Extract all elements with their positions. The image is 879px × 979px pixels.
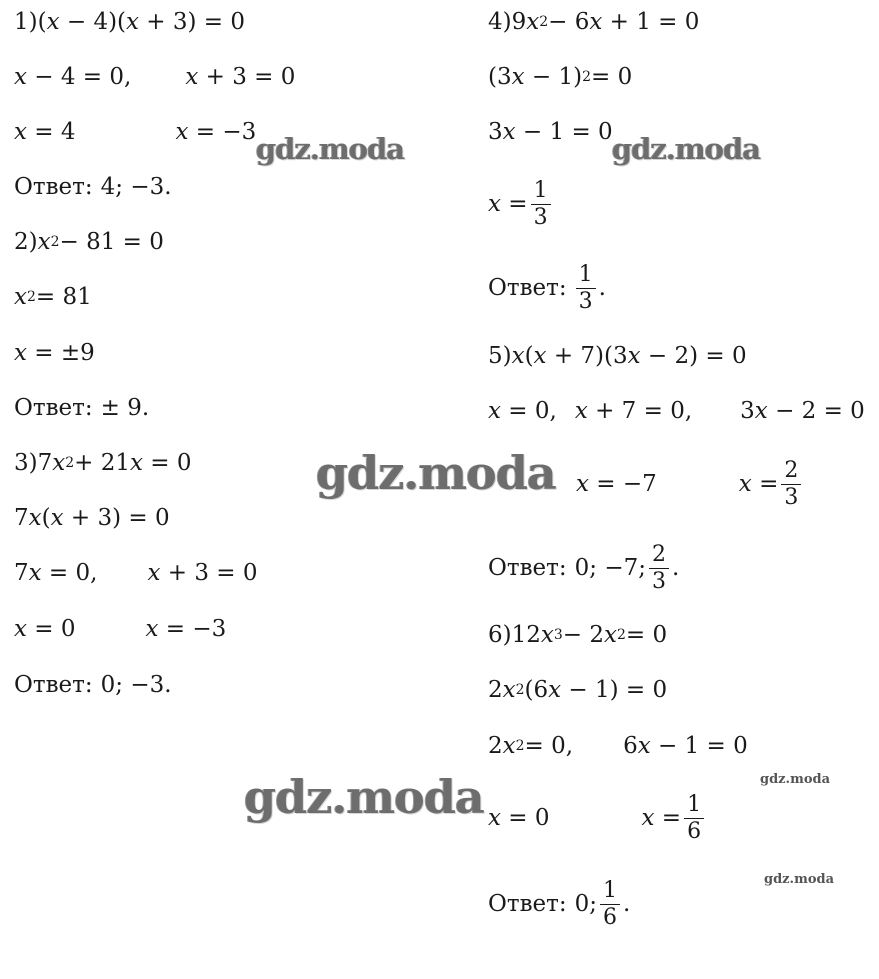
problem-2-equation: 2) 𝑥 2 − 81 = 0 — [14, 229, 164, 255]
problem-6-factored-b: (6𝑥 − 1) = 0 — [524, 677, 668, 703]
answer-label: Ответ: — [488, 275, 567, 301]
problem-6-term-b: − 2𝑥 — [562, 622, 617, 648]
problem-6-factor-a: 2𝑥 — [488, 733, 516, 759]
problem-2-equation-rest: − 81 = 0 — [59, 229, 164, 255]
problem-3-factor-b: 𝑥 + 3 = 0 — [147, 560, 258, 586]
problem-2-number: 2) — [14, 229, 38, 255]
problem-5-answer-value: 0; −7; — [574, 555, 646, 581]
answer-period: . — [671, 555, 680, 581]
fraction-denominator: 6 — [684, 818, 704, 843]
problem-5-factor-b: 𝑥 + 7 = 0, — [574, 398, 693, 424]
problem-5-root-b: 𝑥 = −7 — [576, 471, 657, 497]
problem-1-factor-b: 𝑥 + 3 = 0 — [185, 64, 296, 90]
problem-3-number: 3) — [14, 450, 38, 476]
problem-4-number: 4) — [488, 9, 512, 35]
problem-1-step — [14, 57, 295, 97]
answer-label: Ответ: — [14, 174, 93, 200]
fraction-numerator: 1 — [533, 178, 548, 204]
problem-5-step — [488, 391, 865, 431]
problem-6-number: 6) — [488, 622, 512, 648]
problem-2-step-var: 𝑥 — [14, 284, 27, 310]
problem-3-root-a: 𝑥 = 0 — [14, 616, 76, 642]
fraction-numerator: 1 — [578, 262, 593, 288]
problem-4-square-base: (3𝑥 − 1) — [488, 64, 583, 90]
problem-1-equation-text: (𝑥 − 4)(𝑥 + 3) = 0 — [37, 9, 246, 35]
problem-6-step: 2𝑥 2 = 0, 6𝑥 − 1 = 0 — [488, 733, 748, 759]
problem-5-factor-a: 𝑥 = 0, — [488, 398, 557, 424]
fraction-denominator: 3 — [531, 204, 551, 229]
fraction-numerator: 2 — [651, 542, 666, 568]
problem-5-answer — [488, 536, 679, 600]
problem-5-number: 5) — [488, 343, 512, 369]
answer-period: . — [623, 891, 631, 917]
watermark: gdz.moda — [316, 446, 556, 500]
problem-3-term-a: 7𝑥 — [37, 450, 66, 476]
problem-4-linear — [488, 112, 613, 152]
fraction-numerator: 1 — [687, 792, 702, 818]
fraction-denominator: 3 — [576, 288, 596, 313]
problem-4-term-b: − 6𝑥 + 1 = 0 — [548, 9, 700, 35]
problem-6-term-a: 12𝑥 — [511, 622, 554, 648]
problem-3-root-b: 𝑥 = −3 — [145, 616, 227, 642]
problem-1-roots — [14, 112, 256, 152]
answer-period: . — [598, 275, 606, 301]
problem-2-answer — [14, 388, 149, 428]
answer-label: Ответ: — [14, 672, 93, 698]
problem-1-equation — [14, 2, 245, 42]
problem-3-term-b: + 21𝑥 = 0 — [74, 450, 192, 476]
fraction-denominator: 3 — [649, 568, 669, 593]
problem-4-root-fraction — [531, 179, 551, 228]
problem-6-root-b-fraction — [684, 793, 704, 842]
problem-6-answer-value: 0; — [574, 891, 598, 917]
problem-5-equation-text: 𝑥(𝑥 + 7)(3𝑥 − 2) = 0 — [511, 343, 747, 369]
watermark: gdz.moda — [612, 132, 761, 166]
answer-label: Ответ: — [14, 395, 93, 421]
problem-5-root-c-lhs: 𝑥 = — [738, 471, 779, 497]
fraction-numerator: 1 — [603, 878, 618, 904]
problem-3-answer-value: 0; −3. — [100, 672, 172, 698]
problem-2-step: 𝑥 2 = 81 — [14, 284, 92, 310]
problem-6-factor-b: 6𝑥 − 1 = 0 — [623, 733, 748, 759]
problem-4-answer — [488, 256, 606, 320]
fraction-numerator: 2 — [784, 458, 799, 484]
problem-6-equation: 6) 12𝑥 3 − 2𝑥 2 = 0 — [488, 622, 668, 648]
problem-1-factor-a: 𝑥 − 4 = 0, — [14, 64, 132, 90]
problem-1-root-a: 𝑥 = 4 — [14, 119, 76, 145]
problem-4-square-rest: = 0 — [591, 64, 633, 90]
problem-4-root — [488, 172, 554, 236]
problem-3-factored — [14, 498, 170, 538]
problem-3-factor-a: 7𝑥 = 0, — [14, 560, 98, 586]
problem-6-factor-a-rest: = 0, — [524, 733, 574, 759]
problem-1-answer — [14, 167, 172, 207]
watermark: gdz.moda — [244, 770, 484, 824]
problem-5-root-c-fraction — [781, 459, 801, 508]
problem-5-factor-c: 3𝑥 − 2 = 0 — [740, 398, 865, 424]
problem-4-answer-fraction — [576, 263, 596, 312]
problem-6-root-b-lhs: 𝑥 = — [641, 805, 682, 831]
answer-label: Ответ: — [488, 891, 567, 917]
watermark: gdz.moda — [760, 772, 831, 787]
problem-4-linear-text: 3𝑥 − 1 = 0 — [488, 119, 613, 145]
problem-3-factored-text: 7𝑥(𝑥 + 3) = 0 — [14, 505, 170, 531]
problem-6-answer-fraction — [600, 879, 620, 928]
problem-1-root-b: 𝑥 = −3 — [175, 119, 257, 145]
problem-6-equation-rest: = 0 — [625, 622, 668, 648]
watermark: gdz.moda — [764, 872, 835, 887]
problem-3-answer — [14, 665, 172, 705]
problem-4-root-lhs: 𝑥 = — [488, 191, 528, 217]
problem-2-answer-value: ± 9. — [100, 395, 150, 421]
problem-3-step — [14, 553, 257, 593]
problem-1-number: 1) — [14, 9, 38, 35]
problem-1-answer-value: 4; −3. — [100, 174, 172, 200]
problem-6-factored: 2𝑥 2 (6𝑥 − 1) = 0 — [488, 677, 668, 703]
problem-6-answer — [488, 872, 630, 936]
problem-2-roots — [14, 333, 95, 373]
problem-3-equation: 3) 7𝑥 2 + 21𝑥 = 0 — [14, 450, 192, 476]
problem-6-roots — [488, 786, 707, 850]
problem-5-equation — [488, 336, 747, 376]
watermark: gdz.moda — [256, 132, 405, 166]
problem-2-var: 𝑥 — [37, 229, 51, 255]
answer-label: Ответ: — [488, 555, 567, 581]
problem-3-roots — [14, 609, 226, 649]
problem-6-root-a: 𝑥 = 0 — [488, 805, 550, 831]
fraction-denominator: 3 — [781, 484, 801, 509]
problem-4-square: (3𝑥 − 1) 2 = 0 — [488, 64, 633, 90]
fraction-denominator: 6 — [600, 904, 620, 929]
problem-4-equation: 4) 9𝑥 2 − 6𝑥 + 1 = 0 — [488, 9, 700, 35]
problem-2-root: 𝑥 = ±9 — [14, 340, 95, 366]
problem-2-step-rest: = 81 — [35, 284, 92, 310]
problem-4-term-a: 9𝑥 — [511, 9, 540, 35]
problem-6-factored-a: 2𝑥 — [488, 677, 516, 703]
problem-5-answer-fraction — [649, 543, 669, 592]
